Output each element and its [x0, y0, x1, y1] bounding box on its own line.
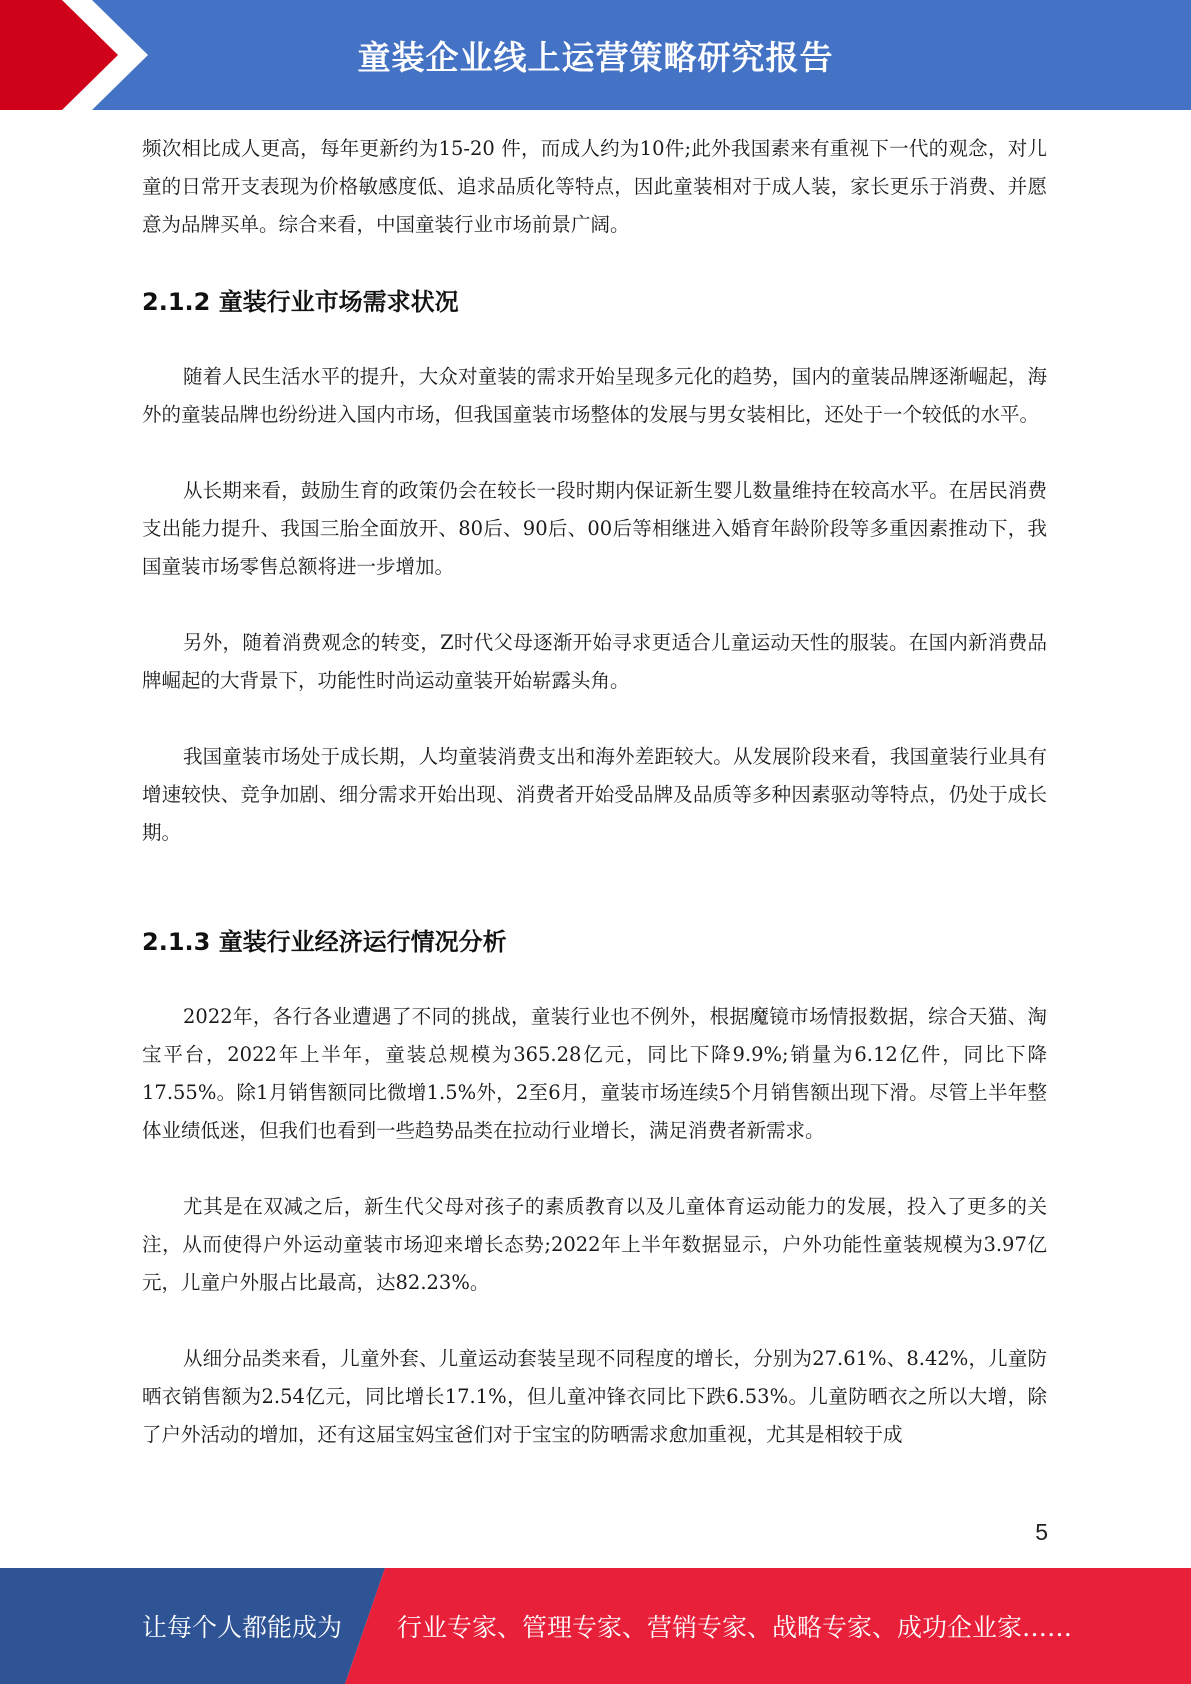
- paragraph: 从细分品类来看，儿童外套、儿童运动套装呈现不同程度的增长，分别为27.61%、8.42%，儿童防晒衣销售额为2.54亿元，同比增长17.1%，但儿童冲锋衣同比下跌6.53%。儿童防晒衣之所以大增，除了户外活动的增加，还有这届宝妈宝爸们对于宝宝的防晒需求愈加重视，尤其是相较于成: [142, 1347, 1047, 1446]
- paragraph-continuation: 频次相比成人更高，每年更新约为15-20 件，而成人约为10件;此外我国素来有重视下一代的观念，对儿童的日常开支表现为价格敏感度低、追求品质化等特点，因此童装相对于成人装，家长更乐于消费、并愿意为品牌买单。综合来看，中国童装行业市场前景广阔。: [142, 137, 1047, 236]
- paragraph: 尤其是在双减之后，新生代父母对孩子的素质教育以及儿童体育运动能力的发展，投入了更多的关注，从而使得户外运动童装市场迎来增长态势;2022年上半年数据显示，户外功能性童装规模为3.97亿元，儿童户外服占比最高，达82.23%。: [142, 1195, 1047, 1294]
- paragraph: 2022年，各行各业遭遇了不同的挑战，童装行业也不例外，根据魔镜市场情报数据，综合天猫、淘宝平台，2022年上半年，童装总规模为365.28亿元，同比下降9.9%;销量为6.12亿件，同比下降17.55%。除1月销售额同比微增1.5%外，2至6月，童装市场连续5个月销售额出现下滑。尽管上半年整体业绩低迷，但我们也看到一些趋势品类在拉动行业增长，满足消费者新需求。: [142, 1005, 1047, 1142]
- page-header: [0, 0, 1191, 110]
- footer-slogan-left: 让每个人都能成为: [142, 1613, 343, 1642]
- report-title: 童装企业线上运营策略研究报告: [357, 37, 834, 77]
- header-arrow-decoration: [0, 0, 150, 110]
- section-heading-2-1-3: 2.1.3 童装行业经济运行情况分析: [142, 928, 507, 956]
- paragraph: 随着人民生活水平的提升，大众对童装的需求开始呈现多元化的趋势，国内的童装品牌逐渐崛起，海外的童装品牌也纷纷进入国内市场，但我国童装市场整体的发展与男女装相比，还处于一个较低的水平。: [142, 365, 1047, 426]
- page-number: 5: [1035, 1519, 1048, 1545]
- section-heading-2-1-2: 2.1.2 童装行业市场需求状况: [142, 288, 459, 316]
- paragraph: 我国童装市场处于成长期，人均童装消费支出和海外差距较大。从发展阶段来看，我国童装行业具有增速较快、竞争加剧、细分需求开始出现、消费者开始受品牌及品质等多种因素驱动等特点，仍处于成长期。: [142, 745, 1047, 844]
- paragraph: 从长期来看，鼓励生育的政策仍会在较长一段时期内保证新生婴儿数量维持在较高水平。在居民消费支出能力提升、我国三胎全面放开、80后、90后、00后等相继进入婚育年龄阶段等多重因素推动下，我国童装市场零售总额将进一步增加。: [142, 479, 1047, 578]
- paragraph: 另外，随着消费观念的转变，Z时代父母逐渐开始寻求更适合儿童运动天性的服装。在国内新消费品牌崛起的大背景下，功能性时尚运动童装开始崭露头角。: [142, 631, 1047, 692]
- footer-slogan-right: 行业专家、管理专家、营销专家、战略专家、成功企业家……: [397, 1613, 1073, 1642]
- page-footer: [0, 1568, 1191, 1684]
- main-content: [142, 130, 1047, 1454]
